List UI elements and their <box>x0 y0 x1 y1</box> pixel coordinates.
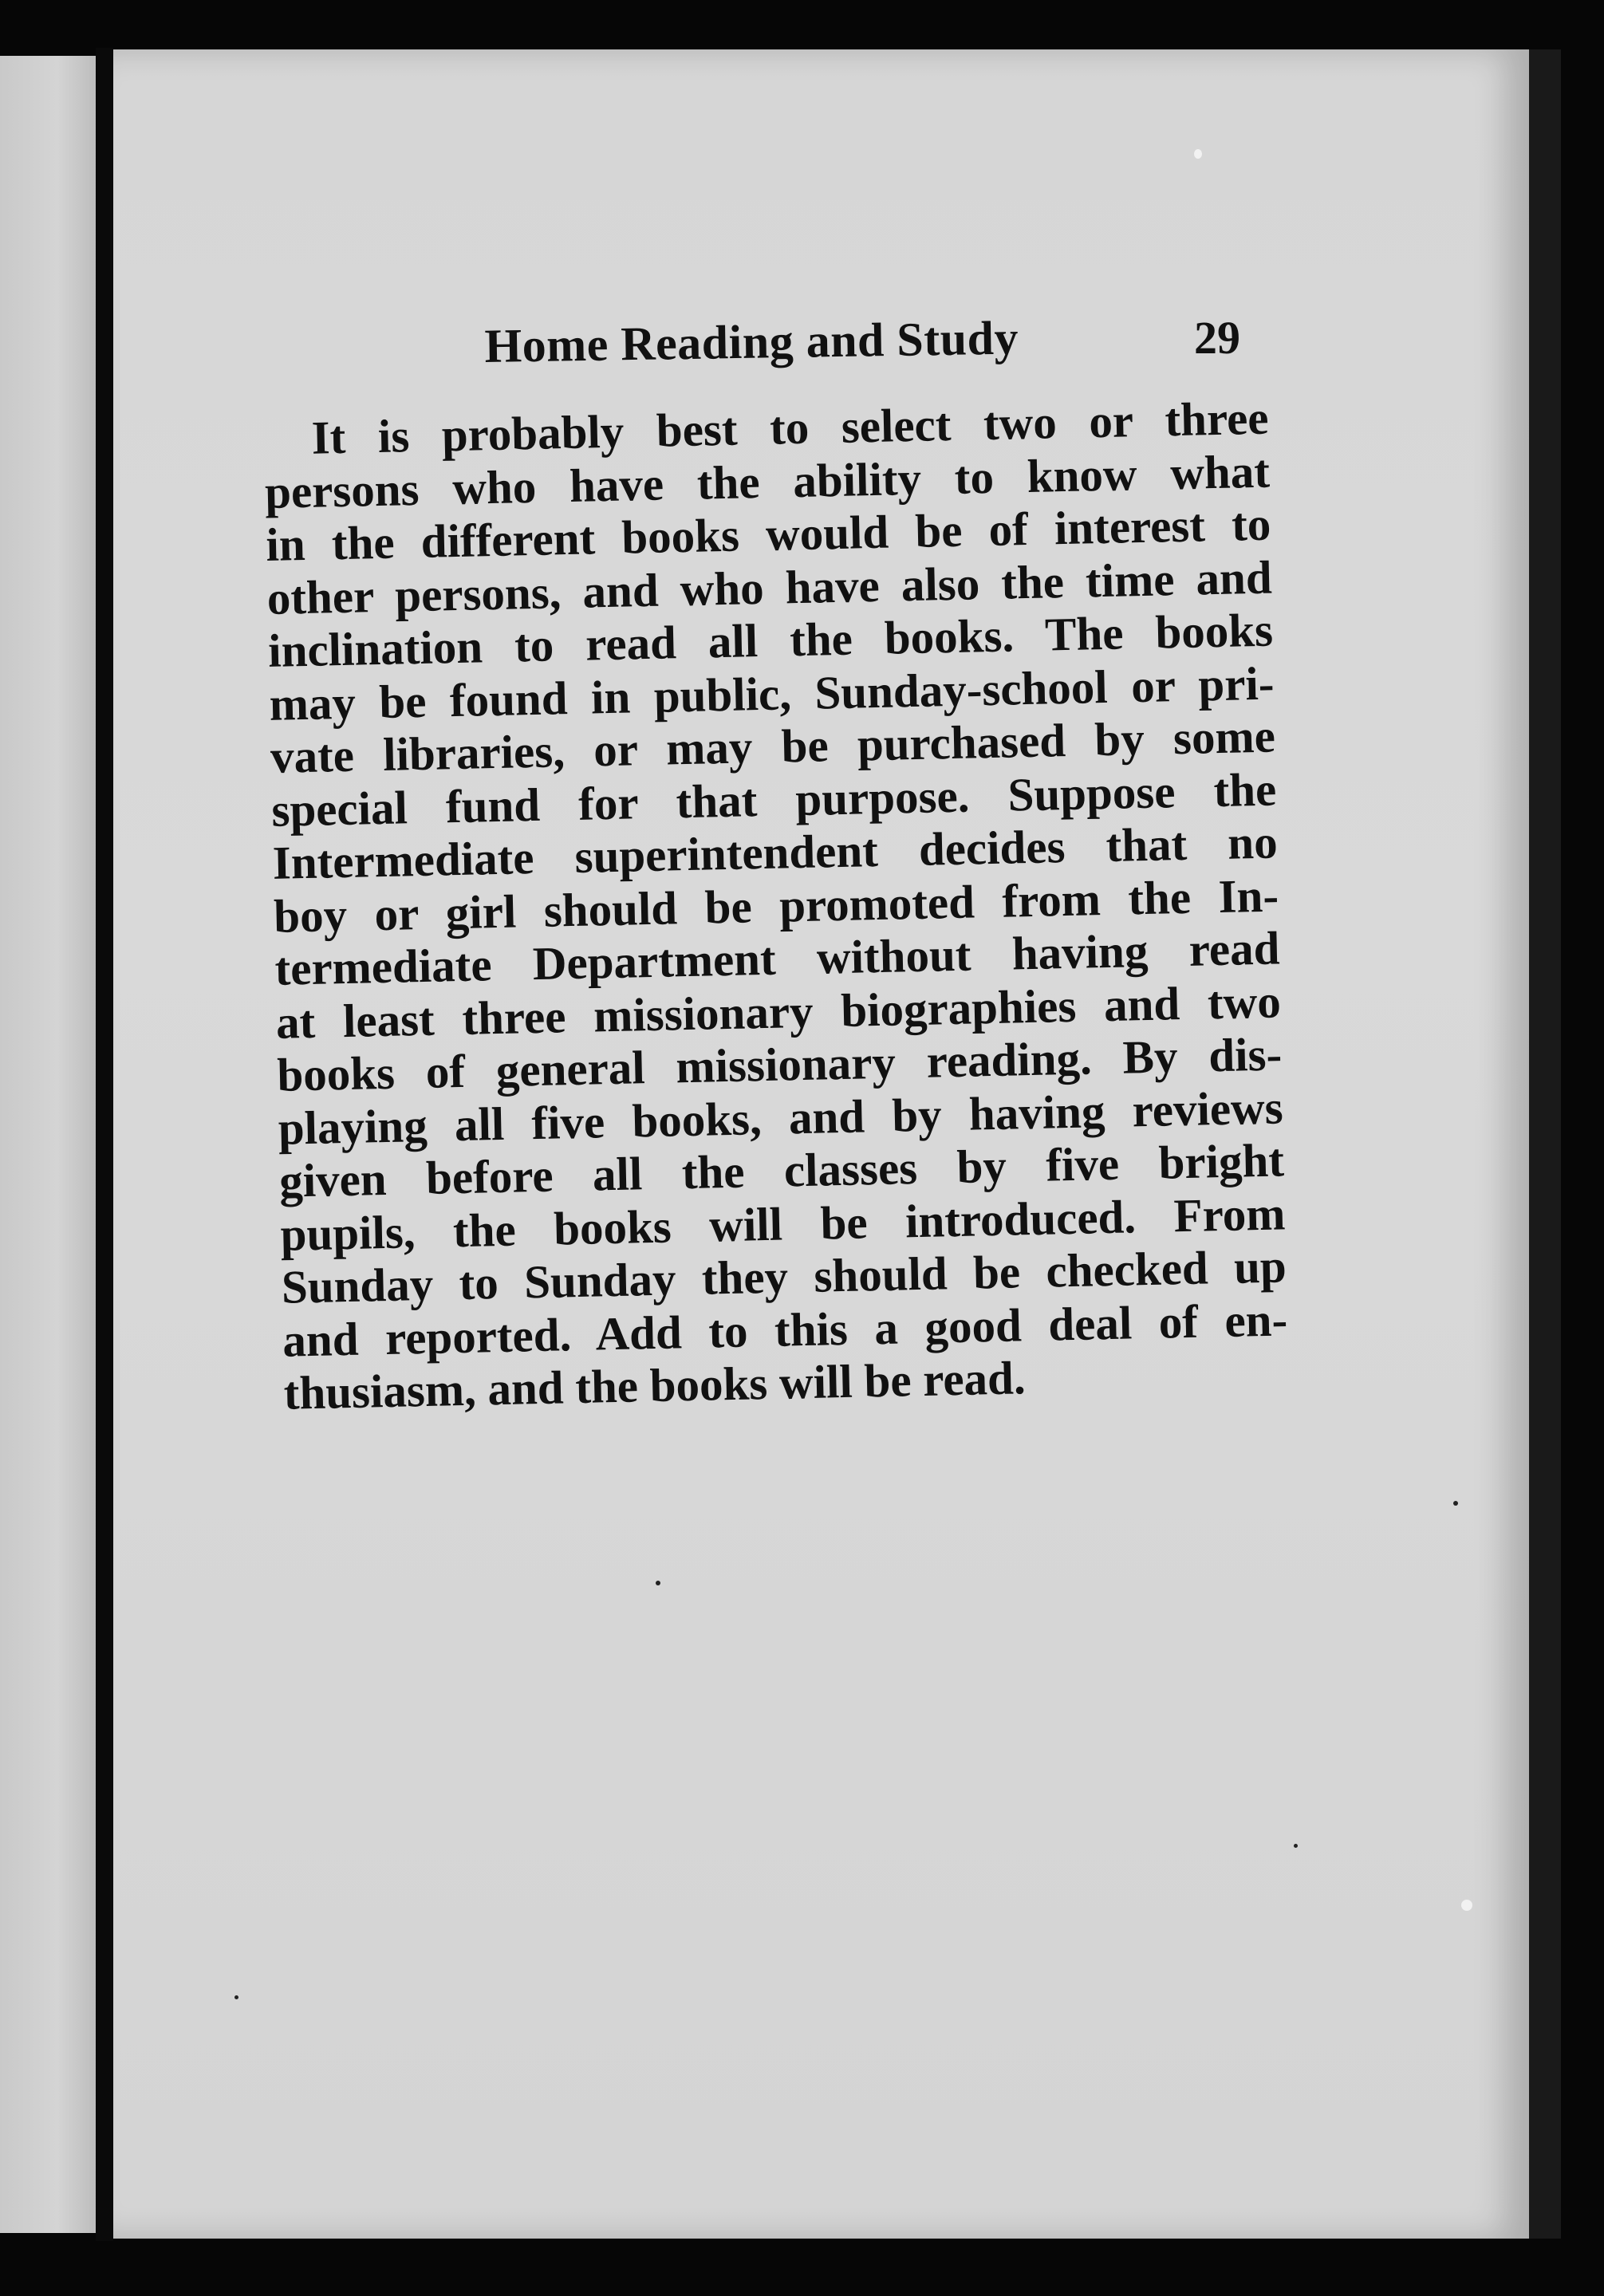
text-line: persons who have the ability to know what <box>264 444 1271 518</box>
text-line: and reported. Add to this a good deal of en- <box>282 1292 1288 1367</box>
text-line: inclination to read all the books. The books <box>267 603 1274 677</box>
dust-speck <box>1294 1844 1298 1848</box>
page-header <box>113 305 1529 392</box>
body-paragraph <box>263 392 1289 1420</box>
book-spine <box>96 48 113 2241</box>
text-line: Intermediate superintendent decides that no <box>272 815 1279 889</box>
text-line: books of general missionary reading. By dis- <box>276 1027 1283 1101</box>
text-line: boy or girl should be promoted from the In- <box>273 868 1279 943</box>
text-line: vate libraries, or may be purchased by some <box>270 709 1276 783</box>
text-line: thusiasm, and the books will be read. <box>283 1351 1027 1420</box>
dust-speck <box>656 1581 660 1585</box>
text-line: may be found in public, Sunday-school or pri- <box>268 656 1275 731</box>
text-line: pupils, the books will be introduced. From <box>279 1186 1286 1261</box>
page-number: 29 <box>1194 312 1240 364</box>
text-line: playing all five books, and by having reviews <box>278 1080 1284 1155</box>
dust-speck <box>234 1995 238 1999</box>
text-line: Sunday to Sunday they should be checked up <box>281 1239 1287 1313</box>
running-head: Home Reading and Study <box>484 311 1019 372</box>
text-line: termediate Department without having read <box>274 921 1281 995</box>
dust-speck <box>1194 149 1202 159</box>
text-line: It is probably best to select two or three <box>310 391 1270 464</box>
text-line: given before all the classes by five bright <box>278 1133 1285 1207</box>
page-fore-edge <box>1529 49 1561 2239</box>
book-page <box>113 49 1529 2239</box>
dust-speck <box>1453 1501 1458 1506</box>
text-line: in the different books would be of interest to <box>265 497 1271 571</box>
text-line: at least three missionary biographies and two <box>275 974 1282 1049</box>
facing-page-edge <box>0 56 96 2233</box>
text-line: other persons, and who have also the time and <box>266 550 1273 624</box>
dust-speck <box>1461 1900 1472 1911</box>
text-line: special fund for that purpose. Suppose the <box>270 762 1277 837</box>
